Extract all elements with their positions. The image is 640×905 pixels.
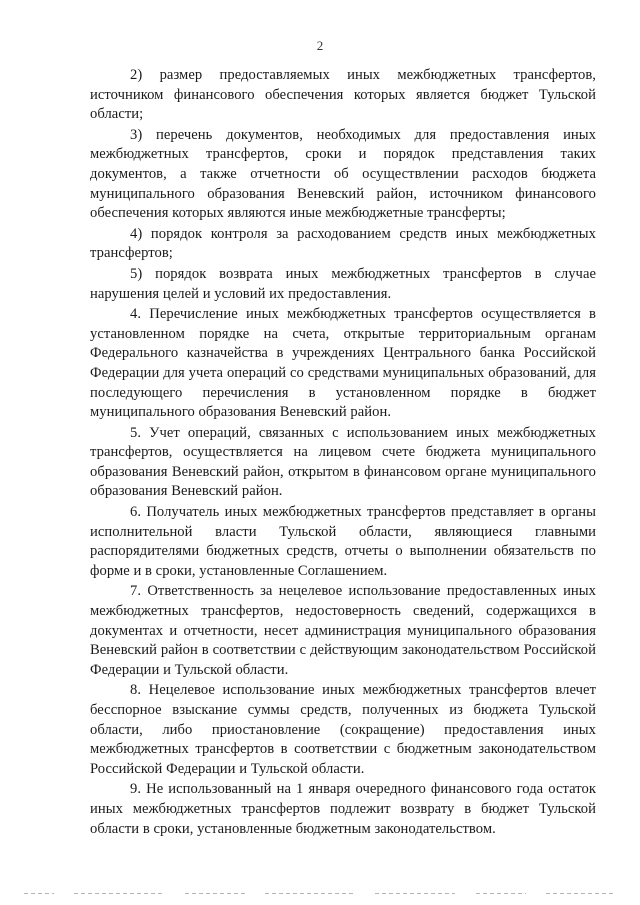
scan-mark bbox=[265, 893, 355, 894]
paragraph-item-4: 4) порядок контроля за расходованием средств иных межбюджетных трансфертов; bbox=[90, 225, 596, 262]
paragraph-clause-9: 9. Не использованный на 1 января очередного финансового года остаток иных межбюджетных трансфертов подлежит возврату в бюджет Тульской области в сроки, установленные бюджетным законодательством. bbox=[90, 781, 596, 837]
paragraph-item-3: 3) перечень документов, необходимых для предоставления иных межбюджетных трансфертов, сроки и порядок представления таких документов, а также отчетности об осуществлении расходов бюджета муниципального образования Веневский район, источником финансового обеспечения которых являются иные межбюджетные трансферты; bbox=[90, 126, 596, 222]
scan-mark bbox=[375, 893, 455, 894]
paragraph-clause-5: 5. Учет операций, связанных с использованием иных межбюджетных трансфертов, осуществляется на лицевом счете бюджета муниципального образования Веневский район, открытом в финансовом органе муниципального образования Веневский район. bbox=[90, 424, 596, 500]
scan-mark bbox=[546, 893, 616, 894]
document-body bbox=[90, 66, 596, 839]
paragraph-clause-8: 8. Нецелевое использование иных межбюджетных трансфертов влечет бесспорное взыскание суммы средств, полученных из бюджета Тульской области, либо приостановление (сокращение) предоставления иных межбюджетных трансфертов в соответствии с бюджетным законодательством Российской Федерации и Тульской области. bbox=[90, 682, 596, 777]
paragraph-item-2: 2) размер предоставляемых иных межбюджетных трансфертов, источником финансового обеспечения которых является бюджет Тульской области; bbox=[90, 67, 596, 123]
paragraph-clause-4: 4. Перечисление иных межбюджетных трансфертов осуществляется в установленном порядке на счета, открытые территориальным органам Федерального казначейства в учреждениях Центрального банка Российской Федерации для учета операций со средствами муниципальных образований, для последующего перечисления в установленном порядке в бюджет муниципального образования Веневский район. bbox=[90, 306, 596, 421]
paragraph-clause-6: 6. Получатель иных межбюджетных трансфертов представляет в органы исполнительной власти Тульской области, являющиеся главными распорядителями бюджетных средств, отчеты о выполнении обязательств по форме и в сроки, установленные Соглашением. bbox=[90, 504, 596, 579]
scan-mark bbox=[185, 893, 245, 894]
page-number: 2 bbox=[316, 38, 324, 53]
paragraph-clause-7: 7. Ответственность за нецелевое использование предоставленных иных межбюджетных трансфертов, недостоверность сведений, содержащихся в документах и отчетности, несет администрация муниципального образования Веневский район в соответствии с действующим законодательством Российской Федерации и Тульской области. bbox=[90, 583, 596, 678]
paragraph-item-5: 5) порядок возврата иных межбюджетных трансфертов в случае нарушения целей и условий их предоставления. bbox=[90, 265, 596, 302]
scan-footer-marks bbox=[24, 891, 616, 895]
scan-mark bbox=[24, 893, 54, 894]
scan-mark bbox=[476, 893, 526, 894]
scan-mark bbox=[74, 893, 164, 894]
